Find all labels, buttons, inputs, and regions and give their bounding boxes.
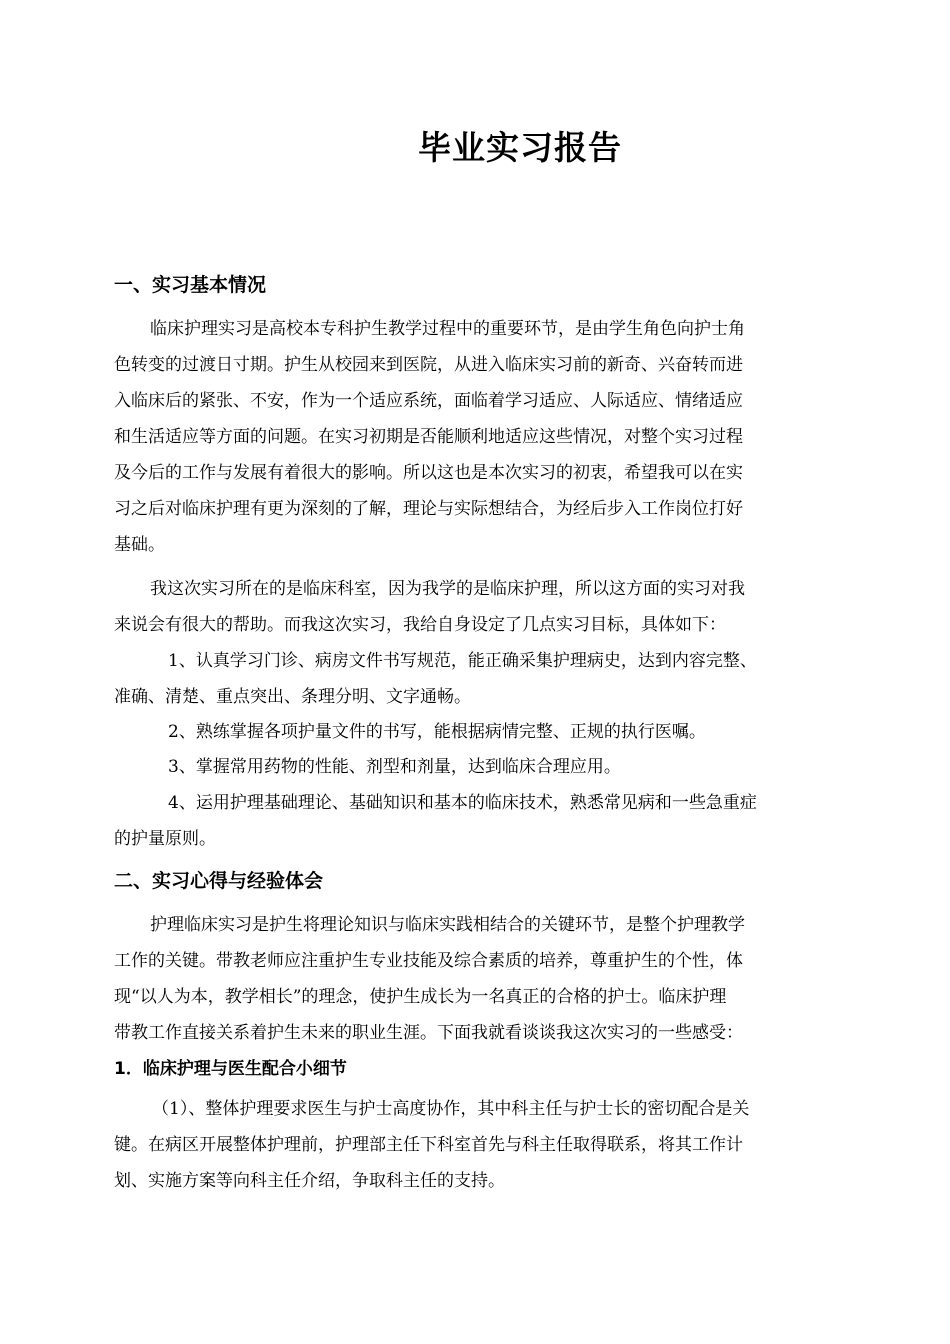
text-line: 准确、清楚、重点突出、条理分明、文字通畅。 — [114, 687, 471, 707]
text-line: 工作的关键。带教老师应注重护生专业技能及综合素质的培养，尊重护生的个性，体 — [114, 951, 743, 971]
text-line: 现“以人为本，教学相长”的理念，使护生成长为一名真正的合格的护士。临床护理 — [114, 987, 727, 1007]
text-line: 键。在病区开展整体护理前，护理部主任下科室首先与科主任取得联系，将其工作计 — [114, 1135, 743, 1155]
text-line: 和生活适应等方面的问题。在实习初期是否能顺利地适应这些情况，对整个实习过程 — [114, 427, 743, 447]
text-line: 色转变的过渡日寸期。护生从校园来到医院，从进入临床实习前的新奇、兴奋转而进 — [114, 355, 743, 375]
text-line: 来说会有很大的帮助。而我这次实习，我给自身设定了几点实习目标，具体如下： — [114, 615, 726, 635]
goal-item-3: 3、掌握常用药物的性能、剂型和剂量，达到临床合理应用。 — [168, 757, 621, 777]
text-line: 1、认真学习门诊、病房文件书写规范，能正确采集护理病史，达到内容完整、 — [168, 651, 757, 671]
text-line: 划、实施方案等向科主任介绍，争取科主任的支持。 — [114, 1171, 505, 1191]
text-line: 4、运用护理基础理论、基础知识和基本的临床技术，熟悉常见病和一些急重症 — [168, 793, 757, 813]
text-line: 护理临床实习是护生将理论知识与临床实践相结合的关键环节，是整个护理教学 — [150, 915, 745, 935]
text-line: 习之后对临床护理有更为深刻的了解，理论与实际想结合，为经后步入工作岗位打好 — [114, 499, 743, 519]
document-title: 毕业实习报告 — [418, 128, 622, 167]
text-line: 基础。 — [114, 535, 165, 555]
subheading-doctor-cooperation: 1．临床护理与医生配合小细节 — [114, 1059, 347, 1079]
text-line: 我这次实习所在的是临床科室，因为我学的是临床护理，所以这方面的实习对我 — [150, 579, 745, 599]
section-heading-basic-info: 一、实习基本情况 — [114, 274, 267, 296]
goal-item-2: 2、熟练掌握各项护量文件的书写，能根据病情完整、正规的执行医嘱。 — [168, 722, 706, 742]
text-line: 入临床后的紧张、不安，作为一个适应系统，面临着学习适应、人际适应、情绪适应 — [114, 391, 743, 411]
text-line: 临床护理实习是高校本专科护生教学过程中的重要环节，是由学生角色向护士角 — [150, 319, 745, 339]
section-heading-experience: 二、实习心得与经验体会 — [114, 870, 324, 892]
text-line: （1）、整体护理要求医生与护士高度协作，其中科主任与护士长的密切配合是关 — [152, 1099, 750, 1119]
text-line: 的护量原则。 — [114, 829, 216, 849]
text-line: 带教工作直接关系着护生未来的职业生涯。下面我就看谈谈我这次实习的一些感受： — [114, 1023, 743, 1043]
text-line: 及今后的工作与发展有着很大的影响。所以这也是本次实习的初衷，希望我可以在实 — [114, 463, 743, 483]
